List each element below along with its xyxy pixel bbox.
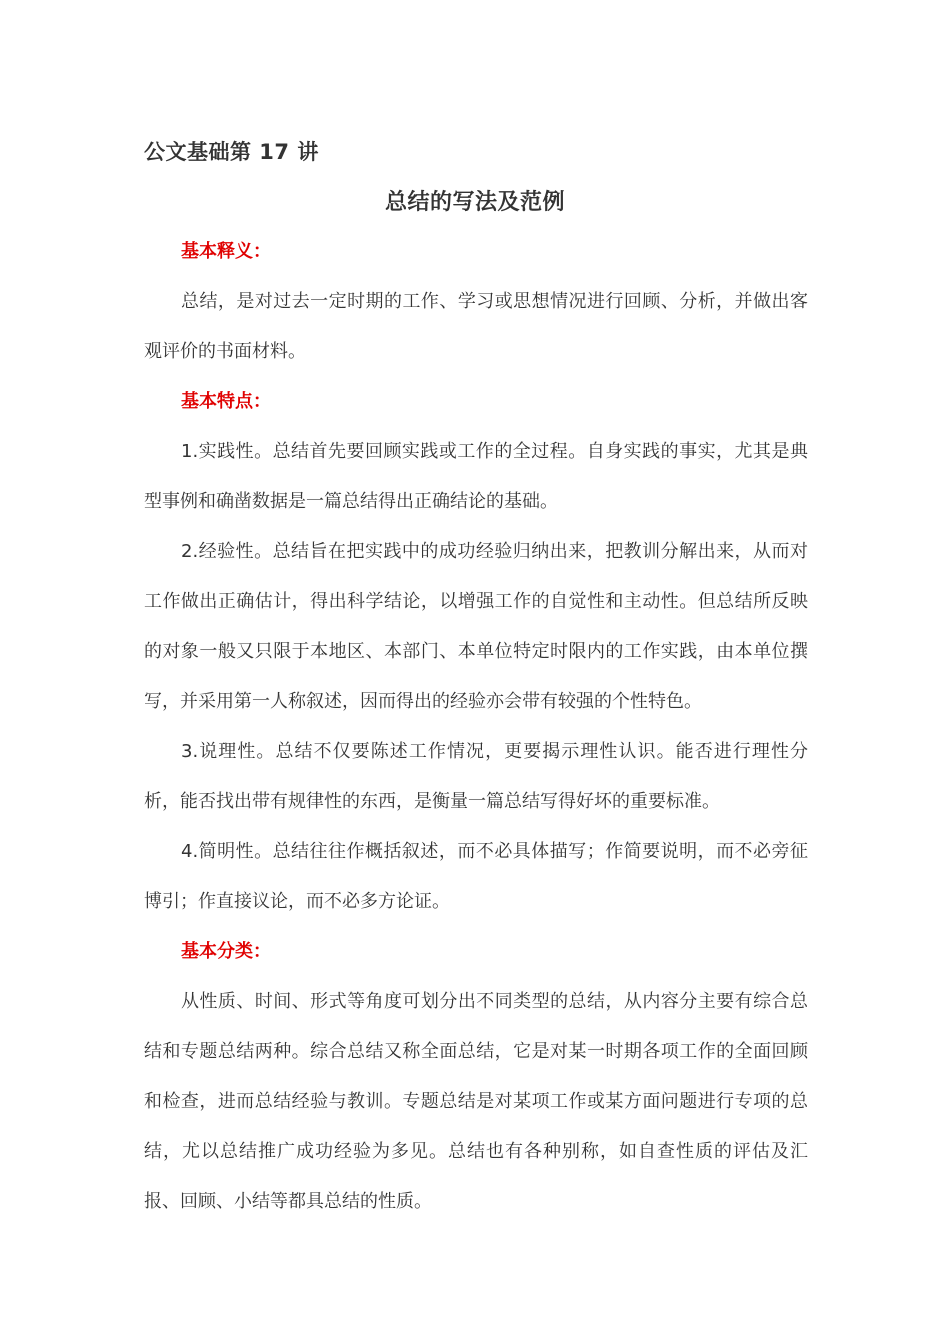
series-title: 公文基础第 17 讲	[144, 140, 319, 164]
paragraph-feature-reasoning: 3.说理性。总结不仅要陈述工作情况，更要揭示理性认识。能否进行理性分析，能否找出带有规律性的东西，是衡量一篇总结写得好坏的重要标准。	[144, 741, 808, 812]
section-heading-definition: 基本释义：	[181, 241, 271, 262]
document-body	[144, 227, 808, 1227]
section-heading-categories: 基本分类：	[181, 941, 271, 962]
paragraph-feature-conciseness: 4.简明性。总结往往作概括叙述，而不必具体描写；作简要说明，而不必旁征博引；作直接议论，而不必多方论证。	[144, 841, 808, 912]
paragraph-feature-experience: 2.经验性。总结旨在把实践中的成功经验归纳出来，把教训分解出来，从而对工作做出正确估计，得出科学结论，以增强工作的自觉性和主动性。但总结所反映的对象一般又只限于本地区、本部门、本单位特定时限内的工作实践，由本单位撰写，并采用第一人称叙述，因而得出的经验亦会带有较强的个性特色。	[144, 541, 808, 712]
document-title: 总结的写法及范例	[384, 190, 565, 215]
paragraph-feature-practicality: 1.实践性。总结首先要回顾实践或工作的全过程。自身实践的事实，尤其是典型事例和确凿数据是一篇总结得出正确结论的基础。	[144, 441, 808, 512]
paragraph-definition: 总结，是对过去一定时期的工作、学习或思想情况进行回顾、分析，并做出客观评价的书面材料。	[144, 291, 808, 362]
section-heading-features: 基本特点：	[181, 391, 271, 412]
paragraph-categories: 从性质、时间、形式等角度可划分出不同类型的总结，从内容分主要有综合总结和专题总结两种。综合总结又称全面总结，它是对某一时期各项工作的全面回顾和检查，进而总结经验与教训。专题总结是对某项工作或某方面问题进行专项的总结，尤以总结推广成功经验为多见。总结也有各种别称，如自查性质的评估及汇报、回顾、小结等都具总结的性质。	[144, 991, 808, 1212]
